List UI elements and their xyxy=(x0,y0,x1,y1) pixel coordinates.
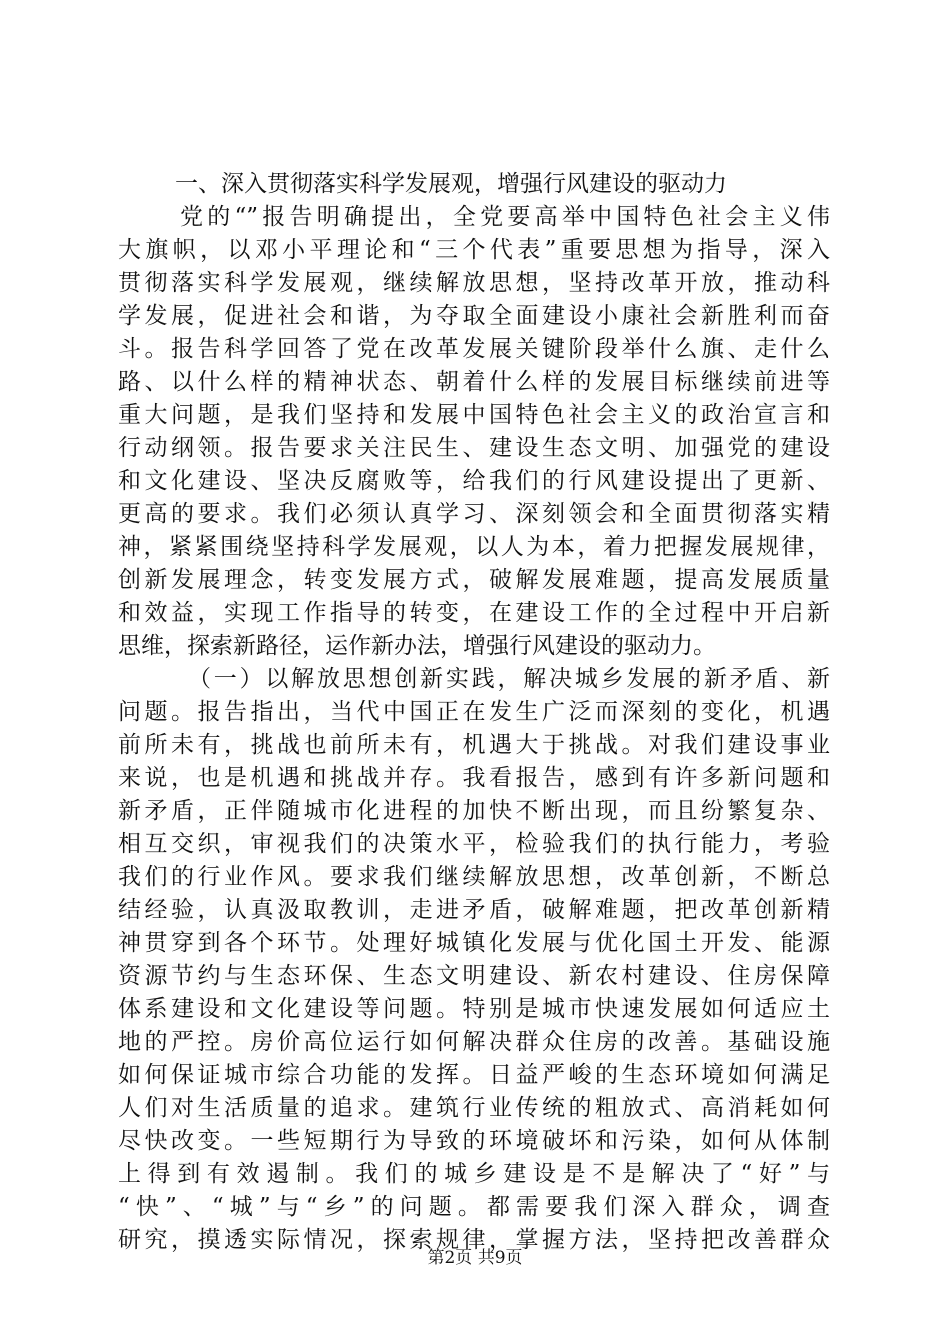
paragraph-line: 新矛盾，正伴随城市化进程的加快不断出现，而且纷繁复杂、 xyxy=(118,798,830,824)
paragraph-line: 神贯穿到各个环节。处理好城镇化发展与优化国土开发、能源 xyxy=(118,930,830,956)
paragraph-line: 党的“”报告明确提出，全党要高举中国特色社会主义伟 xyxy=(180,204,830,230)
paragraph-line: “快”、“城”与“乡”的问题。都需要我们深入群众，调查 xyxy=(118,1194,830,1220)
paragraph-line: 我们的行业作风。要求我们继续解放思想，改革创新，不断总 xyxy=(118,864,830,890)
paragraph-line: 相互交织，审视我们的决策水平，检验我们的执行能力，考验 xyxy=(118,831,830,857)
paragraph-line: 研究，摸透实际情况，探索规律，掌握方法，坚持把改善群众 xyxy=(118,1227,830,1253)
paragraph-line: 创新发展理念，转变发展方式，破解发展难题，提高发展质量 xyxy=(118,567,830,593)
paragraph-line: 结经验，认真汲取教训，走进矛盾，破解难题，把改革创新精 xyxy=(118,897,830,923)
paragraph-line: 如何保证城市综合功能的发挥。日益严峻的生态环境如何满足 xyxy=(118,1062,830,1088)
paragraph-line: 行动纲领。报告要求关注民生、建设生态文明、加强党的建设 xyxy=(118,435,830,461)
section-heading: 一、深入贯彻落实科学发展观，增强行风建设的驱动力 xyxy=(175,171,727,197)
subsection-heading: （一）以解放思想创新实践，解决城乡发展的新矛盾、新 xyxy=(188,666,830,692)
paragraph-line: 重大问题，是我们坚持和发展中国特色社会主义的政治宣言和 xyxy=(118,402,830,428)
paragraph-line: 资源节约与生态环保、生态文明建设、新农村建设、住房保障 xyxy=(118,963,830,989)
paragraph-line: 上得到有效遏制。我们的城乡建设是不是解决了“好”与 xyxy=(118,1161,830,1187)
paragraph-line: 地的严控。房价高位运行如何解决群众住房的改善。基础设施 xyxy=(118,1029,830,1055)
paragraph-line: 贯彻落实科学发展观，继续解放思想，坚持改革开放，推动科 xyxy=(118,270,830,296)
paragraph-line: 大旗帜，以邓小平理论和“三个代表”重要思想为指导，深入 xyxy=(118,237,830,263)
paragraph-line: 更高的要求。我们必须认真学习、深刻领会和全面贯彻落实精 xyxy=(118,501,830,527)
page-number-label: 第2页 共9页 xyxy=(427,1248,523,1268)
paragraph-line: 斗。报告科学回答了党在改革发展关键阶段举什么旗、走什么 xyxy=(118,336,830,362)
page-footer xyxy=(0,1247,950,1269)
paragraph-line: 问题。报告指出，当代中国正在发生广泛而深刻的变化，机遇 xyxy=(118,699,830,725)
paragraph-line: 来说，也是机遇和挑战并存。我看报告，感到有许多新问题和 xyxy=(118,765,830,791)
paragraph-line: 和效益，实现工作指导的转变，在建设工作的全过程中开启新 xyxy=(118,600,830,626)
paragraph-line: 思维，探索新路径，运作新办法，增强行风建设的驱动力。 xyxy=(118,633,716,659)
paragraph-line: 体系建设和文化建设等问题。特别是城市快速发展如何适应土 xyxy=(118,996,830,1022)
paragraph-line: 神，紧紧围绕坚持科学发展观，以人为本，着力把握发展规律， xyxy=(118,534,830,560)
paragraph-line: 学发展，促进社会和谐，为夺取全面建设小康社会新胜利而奋 xyxy=(118,303,830,329)
paragraph-line: 前所未有，挑战也前所未有，机遇大于挑战。对我们建设事业 xyxy=(118,732,830,758)
paragraph-line: 路、以什么样的精神状态、朝着什么样的发展目标继续前进等 xyxy=(118,369,830,395)
paragraph-line: 尽快改变。一些短期行为导致的环境破坏和污染，如何从体制 xyxy=(118,1128,830,1154)
paragraph-line: 和文化建设、坚决反腐败等，给我们的行风建设提出了更新、 xyxy=(118,468,830,494)
document-body xyxy=(118,168,830,1257)
paragraph-line: 人们对生活质量的追求。建筑行业传统的粗放式、高消耗如何 xyxy=(118,1095,830,1121)
